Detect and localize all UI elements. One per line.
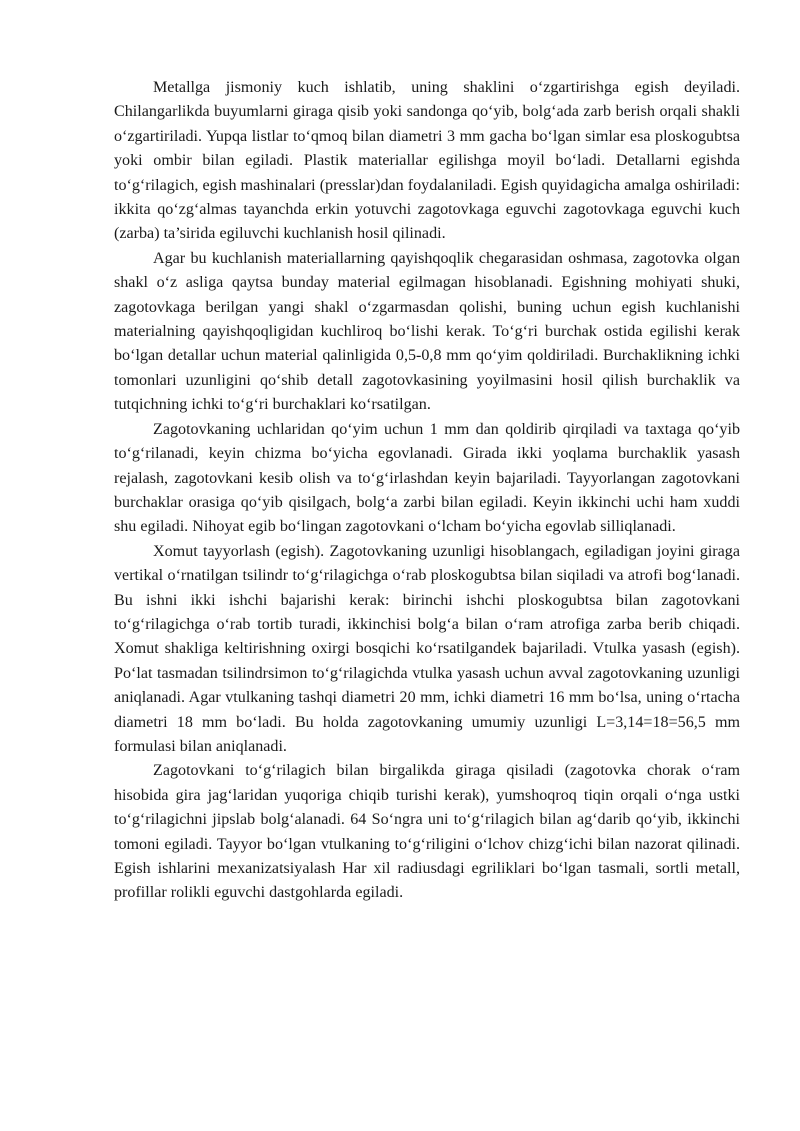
paragraph-bending-definition: Metallga jismoniy kuch ishlatib, uning shaklini o‘zgartirishga egish deyiladi. Chilangarlikda buyumlarni giraga qisib yoki sandonga qo‘yib, bolg‘ada zarb berish orqali shakli o‘zgartiriladi. Yupqa listlar to‘qmoq bilan diametri 3 mm gacha bo‘lgan simlar esa ploskogubtsa yoki ombir bilan egiladi. Plastik materiallar egilishga moyil bo‘ladi. Detallarni egishda to‘g‘rilagich, egish mashinalari (presslar)dan foydalaniladi. Egish quyidagicha amalga oshiriladi: ikkita qo‘zg‘almas tayanchda erkin yotuvchi zagotovkaga eguvchi zagotovkaga eguvchi kuch (zarba) ta’sirida egiluvchi kuchlanish hosil qilinadi. xyxy=(114,79,740,243)
paragraph-blank-preparation: Zagotovkaning uchlaridan qo‘yim uchun 1 mm dan qoldirib qirqiladi va taxtaga qo‘yib to‘g‘rilanadi, keyin chizma bo‘yicha egovlanadi. Girada ikki yoqlama burchaklik yasash rejalash, zagotovkani kesib olish va to‘g‘irlashdan keyin bajariladi. Tayyorlangan zagotovkani burchaklar orasiga qo‘yib qisilgach, bolg‘a zarbi bilan egiladi. Keyin ikkinchi uchi ham xuddi shu egiladi. Nihoyat egib bo‘lingan zagotovkani o‘lcham bo‘yicha egovlab silliqlanadi. xyxy=(114,420,740,536)
paragraph-bending-mechanization: Zagotovkani to‘g‘rilagich bilan birgalikda giraga qisiladi (zagotovka chorak o‘ram hisobida gira jag‘laridan yuqoriga chiqib turishi kerak), yumshoqroq tiqin orqali o‘nga ustki to‘g‘rilagichni jipslab bolg‘alanadi. 64 So‘ngra uni to‘g‘rilagich bilan ag‘darib qo‘yib, ikkinchi tomoni egiladi. Tayyor bo‘lgan vtulkaning to‘g‘riligini o‘lchov chizg‘ichi bilan nazorat qilinadi. Egish ishlarini mexanizatsiyalash Har xil radiusdagi egriliklari bo‘lgan tasmali, sortli metall, profillar rolikli eguvchi dastgohlarda egiladi. xyxy=(114,762,740,902)
paragraph-clamp-and-bushing: Xomut tayyorlash (egish). Zagotovkaning uzunligi hisoblangach, egiladigan joyini giraga vertikal o‘rnatilgan tsilindr to‘g‘rilagichga o‘rab ploskogubtsa bilan siqiladi va atrofi bog‘lanadi. Bu ishni ikki ishchi bajarishi kerak: birinchi ishchi ploskogubtsa bilan zagotovkani to‘g‘rilagichga o‘rab tortib turadi, ikkinchisi bolg‘a bilan o‘ram atrofiga zarba berib chiqadi. Xomut shakliga keltirishning oxirgi bosqichi ko‘rsatilgandek bajariladi. Vtulka yasash (egish). Po‘lat tasmadan tsilindrsimon to‘g‘rilagichda vtulka yasash uchun avval zagotovkaning uzunligi aniqlanadi. Agar vtulkaning tashqi diametri 20 mm, ichki diametri 16 mm bo‘lsa, uning o‘rtacha diametri 18 mm bo‘ladi. Bu holda zagotovkaning umumiy uzunligi L=3,14=18=56,5 mm formulasi bilan aniqlanadi. xyxy=(114,542,740,755)
paragraph-elasticity-limit: Agar bu kuchlanish materiallarning qayishqoqlik chegarasidan oshmasa, zagotovka olgan shakl o‘z asliga qaytsa bunday material egilmagan hisoblanadi. Egishning mohiyati shuki, zagotovkaga berilgan yangi shakl o‘zgarmasdan qolishi, buning uchun egish kuchlanishi materialning qayishqoqligidan kuchliroq bo‘lishi kerak. To‘g‘ri burchak ostida egilishi kerak bo‘lgan detallar uchun material qalinligida 0,5-0,8 mm qo‘yim qoldiriladi. Burchaklikning ichki tomonlari uzunligini qo‘shib detall zagotovkasining yoyilmasini hosil qilish burchaklik va tutqichning ichki to‘g‘ri burchaklari ko‘rsatilgan. xyxy=(114,249,740,414)
document-body xyxy=(114,76,740,906)
